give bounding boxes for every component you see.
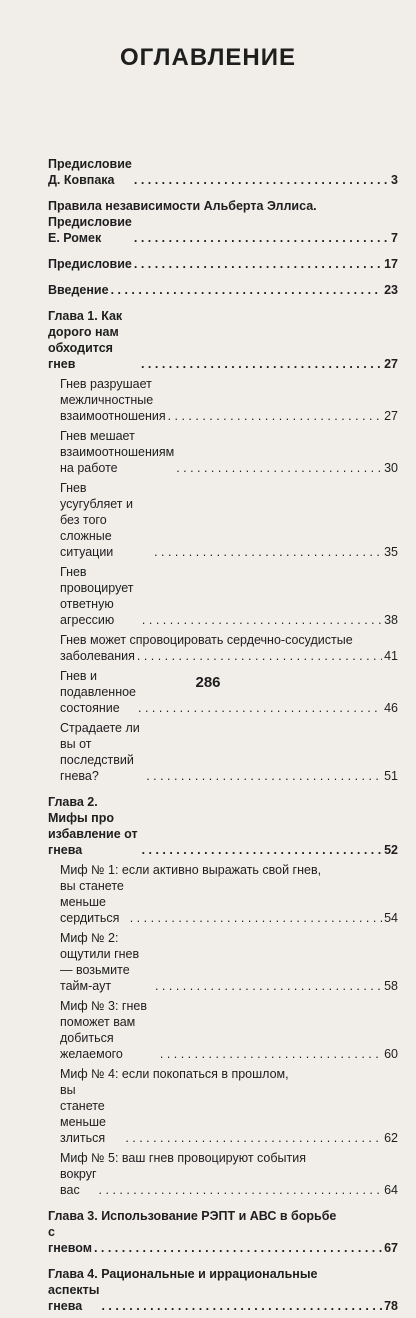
toc-entry-page: 17	[384, 257, 398, 271]
toc-subentry	[48, 930, 398, 994]
leader-dots	[134, 172, 389, 188]
toc-entry-page: 35	[384, 545, 398, 559]
leader-dots	[168, 408, 383, 424]
toc-entry-title: Глава 1. Как дорого нам обходится гнев	[48, 309, 123, 371]
page-number: 286	[195, 674, 221, 691]
toc-subentry	[48, 376, 398, 424]
leader-dots	[155, 978, 382, 994]
toc-entry-title: с гневом	[48, 1225, 92, 1255]
leader-dots	[154, 544, 382, 560]
toc-entry-page: 62	[384, 1131, 398, 1145]
toc-entry-title: вокруг вас	[60, 1167, 97, 1197]
toc-entry-title: Миф № 2: ощутили гнев — возьмите тайм-аут	[60, 931, 140, 993]
toc-chapter	[48, 1282, 398, 1314]
toc-entry-title: Глава 2. Мифы про избавление от гнева	[48, 795, 138, 857]
toc-entry-title-line1: Миф № 1: если активно выражать свой гнев,	[60, 863, 322, 877]
toc-entry-title: Гнев усугубляет и без того сложные ситуации	[60, 481, 133, 559]
toc-entry-title: аспекты гнева	[48, 1283, 100, 1313]
toc-entry-page: 64	[384, 1183, 398, 1197]
toc-entry-page: 54	[384, 911, 398, 925]
toc-entry-title-line1: Миф № 5: ваш гнев провоцируют события	[60, 1151, 307, 1165]
toc-entry-title: Предисловие Е. Ромек	[48, 215, 132, 245]
leader-dots	[134, 256, 382, 272]
leader-dots	[137, 648, 382, 664]
leader-dots	[142, 612, 382, 628]
toc-entry	[48, 214, 398, 246]
toc-subentry	[48, 1166, 398, 1198]
leader-dots	[134, 230, 389, 246]
toc-entry-page: 51	[384, 769, 398, 783]
toc-entry-page: 3	[391, 173, 398, 187]
toc-subentry	[48, 428, 398, 476]
toc-entry-title: Предисловие Д. Ковпака	[48, 157, 132, 187]
toc-entry-title: Предисловие	[48, 257, 132, 271]
toc-entry-page: 78	[384, 1299, 398, 1313]
toc-entry-title: Гнев разрушает межличностные взаимоотношения	[60, 377, 166, 423]
leader-dots	[125, 1130, 382, 1146]
toc-entry-page: 27	[384, 409, 398, 423]
toc-subentry	[48, 878, 398, 926]
page-title: ОГЛАВЛЕНИЕ	[119, 44, 297, 71]
toc-entry-title-line1: Глава 3. Использование РЭПТ и АВС в борьбе	[48, 1209, 337, 1223]
leader-dots	[99, 1182, 383, 1198]
leader-dots	[138, 700, 382, 716]
toc-entry-title: Страдаете ли вы от последствий гнева?	[60, 721, 140, 783]
toc-entry-title: вы станете меньше злиться	[60, 1083, 106, 1145]
toc-entry-title: вы станете меньше сердиться	[60, 879, 124, 925]
leader-dots	[160, 1046, 382, 1062]
leader-dots	[142, 842, 383, 858]
toc-entry-title-line1: Миф № 4: если покопаться в прошлом,	[60, 1067, 289, 1081]
toc-entry-page: 7	[391, 231, 398, 245]
leader-dots	[146, 768, 382, 784]
toc-entry	[48, 256, 398, 272]
toc-entry-title-line1: Гнев может спровоцировать сердечно-сосудистые	[60, 633, 353, 647]
leader-dots	[141, 356, 382, 372]
toc-entry-page: 38	[384, 613, 398, 627]
toc-subentry	[48, 564, 398, 628]
toc-subentry	[48, 998, 398, 1062]
leader-dots	[111, 282, 383, 298]
toc-subentry	[48, 648, 398, 664]
toc-entry-title: Гнев мешает взаимоотношениям на работе	[60, 429, 175, 475]
leader-dots	[176, 460, 382, 476]
toc-entry-title-line1: Глава 4. Рациональные и иррациональные	[48, 1267, 318, 1281]
leader-dots	[101, 1298, 382, 1314]
toc-entry-page: 30	[384, 461, 398, 475]
toc-entry-page: 46	[384, 701, 398, 715]
toc-entry-title: Миф № 3: гнев поможет вам добиться желаемого	[60, 999, 147, 1061]
toc-chapter	[48, 1224, 398, 1256]
toc-subentry	[48, 480, 398, 560]
toc-entry-title: Введение	[48, 283, 109, 297]
toc-entry-title: Гнев провоцирует ответную агрессию	[60, 565, 134, 627]
toc-entry-page: 60	[384, 1047, 398, 1061]
toc-entry	[48, 282, 398, 298]
toc-entry-page: 41	[384, 649, 398, 663]
toc-entry-title-line1: Правила независимости Альберта Эллиса.	[48, 199, 317, 213]
toc-entry-page: 27	[384, 357, 398, 371]
leader-dots	[130, 910, 382, 926]
toc-subentry	[48, 1082, 398, 1146]
toc-entry-page: 58	[384, 979, 398, 993]
toc-chapter	[48, 794, 398, 858]
table-of-contents	[48, 156, 398, 1318]
toc-entry-title: Гнев и подавленное состояние	[60, 669, 137, 715]
toc-entry-page: 23	[384, 283, 398, 297]
toc-entry-title: заболевания	[60, 649, 135, 663]
toc-chapter	[48, 308, 398, 372]
toc-entry	[48, 156, 398, 188]
toc-entry-page: 67	[384, 1241, 398, 1255]
toc-entry-page: 52	[384, 843, 398, 857]
leader-dots	[94, 1240, 382, 1256]
toc-subentry	[48, 720, 398, 784]
